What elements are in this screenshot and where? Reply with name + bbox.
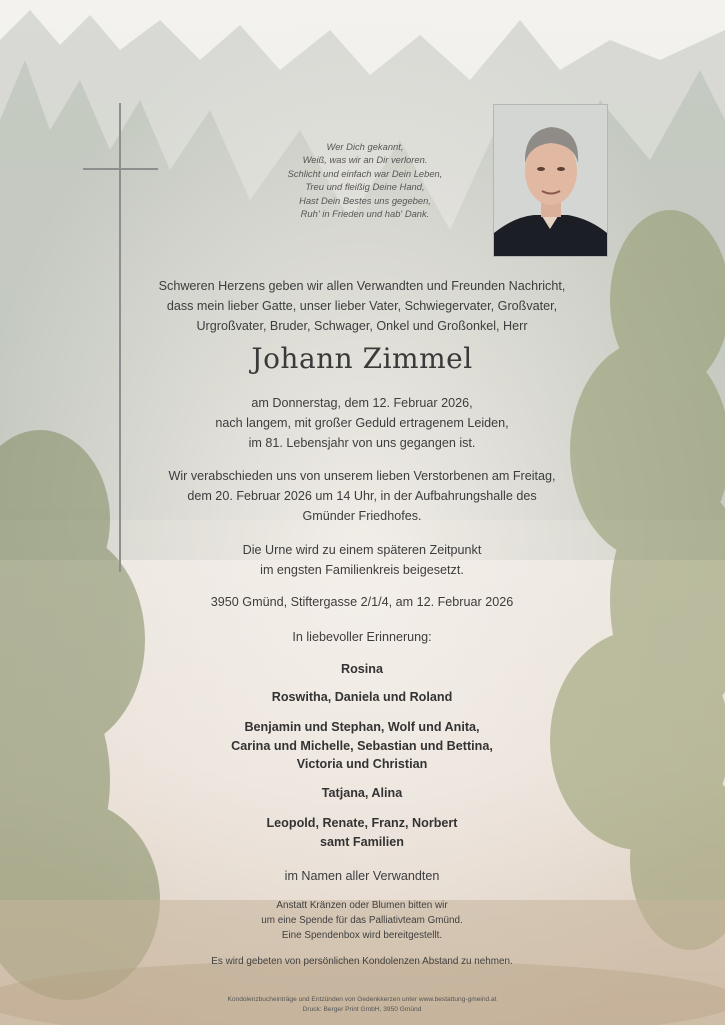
intro-line: dass mein lieber Gatte, unser lieber Vater, Schwiegervater, Großvater,	[166, 299, 558, 313]
death-notice-line: am Donnerstag, dem 12. Februar 2026,	[251, 396, 473, 410]
poem-line: Wer Dich gekannt,	[326, 141, 404, 152]
urn-line: Die Urne wird zu einem späteren Zeitpunkt	[242, 543, 482, 557]
footer-line: Druck: Berger Print GmbH, 3950 Gmünd	[302, 1006, 422, 1013]
poem-line: Hast Dein Bestes uns gegeben,	[299, 194, 431, 206]
family-group	[112, 814, 612, 851]
farewell-line: dem 20. Februar 2026 um 14 Uhr, in der Aufbahrungshalle des	[187, 489, 537, 503]
family-line: Leopold, Renate, Franz, Norbert	[266, 816, 458, 830]
portrait-photo	[493, 104, 608, 257]
farewell-line: Gmünder Friedhofes.	[302, 509, 422, 523]
death-notice-line: nach langem, mit großer Geduld ertragenem Leiden,	[215, 416, 509, 430]
family-line: Rosina	[341, 662, 383, 676]
donation-line: um eine Spende für das Palliativteam Gmünd.	[261, 915, 463, 926]
family-line: samt Familien	[320, 834, 404, 849]
death-notice-line: im 81. Lebensjahr von uns gegangen ist.	[248, 436, 476, 450]
on-behalf-line: im Namen aller Verwandten	[284, 869, 440, 883]
donation-note	[112, 898, 612, 943]
cross-horizontal-bar	[83, 168, 158, 170]
family-line: Carina und Michelle, Sebastian und Bettina,	[231, 738, 493, 753]
family-line: Roswitha, Daniela und Roland	[271, 690, 453, 704]
farewell-details	[112, 466, 612, 526]
family-line: Benjamin und Stephan, Wolf und Anita,	[244, 720, 480, 734]
place-and-date: 3950 Gmünd, Stiftergasse 2/1/4, am 12. Februar 2026	[210, 595, 514, 609]
farewell-line: Wir verabschieden uns von unserem lieben Verstorbenen am Freitag,	[168, 469, 556, 483]
death-notice	[112, 393, 612, 453]
poem-line: Schlicht und einfach war Dein Leben,	[287, 167, 443, 179]
poem-line: Treu und fleißig Deine Hand,	[305, 181, 425, 193]
intro-line: Schweren Herzens geben wir allen Verwandten und Freunden Nachricht,	[158, 279, 566, 293]
family-group	[112, 718, 612, 774]
announcement-intro	[112, 276, 612, 336]
family-group	[112, 660, 612, 679]
donation-line: Anstatt Kränzen oder Blumen bitten wir	[276, 900, 448, 911]
condolence-note: Es wird gebeten von persönlichen Kondolenzen Abstand zu nehmen.	[211, 956, 513, 967]
donation-line: Eine Spendenbox wird bereitgestellt.	[281, 930, 443, 941]
urn-line: im engsten Familienkreis beigesetzt.	[260, 563, 464, 577]
family-group	[112, 688, 612, 707]
poem-line: Weiß, was wir an Dir verloren.	[302, 154, 428, 166]
family-group	[112, 784, 612, 803]
footer-line: Kondolenzbucheinträge und Entzünden von Gedenkkerzen unter www.bestattung-gmeind.at	[227, 996, 497, 1003]
memory-heading: In liebevoller Erinnerung:	[292, 630, 432, 644]
intro-line: Urgroßvater, Bruder, Schwager, Onkel und Großonkel, Herr	[196, 319, 528, 333]
family-line: Victoria und Christian	[296, 757, 428, 771]
deceased-name: Johann Zimmel	[251, 342, 473, 375]
memorial-poem	[230, 140, 500, 220]
urn-burial-note	[112, 540, 612, 580]
footer	[112, 995, 612, 1015]
poem-line: Ruh' in Frieden und hab' Dank.	[300, 208, 430, 220]
family-line: Tatjana, Alina	[321, 786, 403, 800]
